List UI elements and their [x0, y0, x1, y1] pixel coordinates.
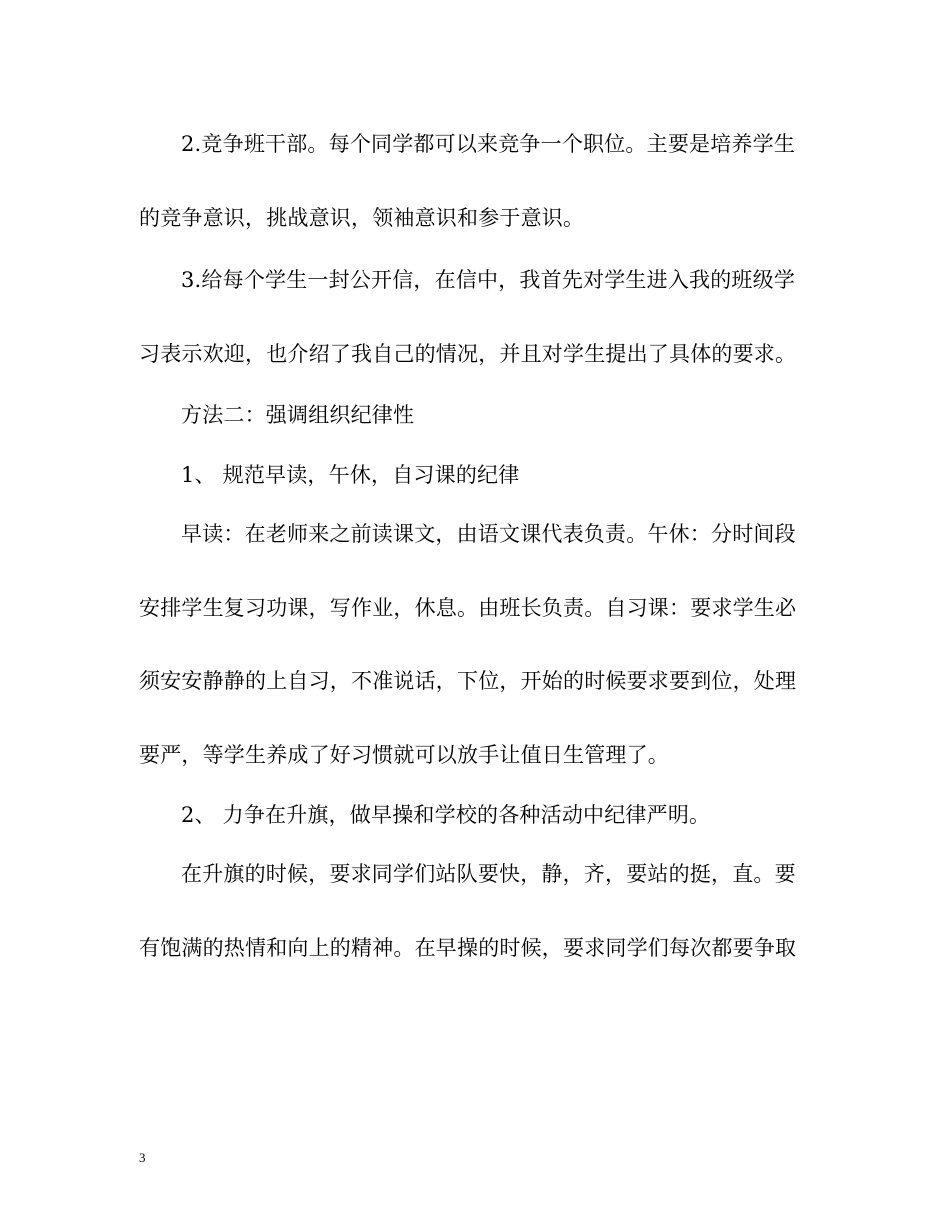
paragraph-line: 2.竞争班干部。每个同学都可以来竞争一个职位。主要是培养学生: [181, 132, 796, 156]
paragraph-line: 有饱满的热情和向上的精神。在早操的时候，要求同学们每次都要争取: [139, 936, 797, 960]
paragraph-line: 在升旗的时候，要求同学们站队要快，静，齐，要站的挺，直。要: [181, 862, 796, 886]
paragraph-line: 安排学生复习功课，写作业，休息。由班长负责。自习课：要求学生必: [139, 596, 797, 620]
paragraph-line: 习表示欢迎，也介绍了我自己的情况，并且对学生提出了具体的要求。: [139, 342, 797, 366]
paragraph-line: 须安安静静的上自习，不准说话，下位，开始的时候要求要到位，处理: [139, 669, 797, 693]
subsection-heading: 1、 规范早读，午休，自习课的纪律: [181, 463, 520, 487]
section-heading: 方法二：强调组织纪律性: [181, 403, 415, 427]
paragraph-line: 早读：在老师来之前读课文，由语文课代表负责。午休：分时间段: [181, 522, 796, 546]
subsection-heading: 2、 力争在升旗，做早操和学校的各种活动中纪律严明。: [181, 803, 711, 827]
paragraph-line: 的竞争意识，挑战意识，领袖意识和参于意识。: [139, 206, 585, 230]
page-number: 3: [139, 1150, 146, 1165]
paragraph-line: 要严，等学生养成了好习惯就可以放手让值日生管理了。: [139, 743, 669, 767]
paragraph-line: 3.给每个学生一封公开信，在信中，我首先对学生进入我的班级学: [181, 268, 796, 292]
